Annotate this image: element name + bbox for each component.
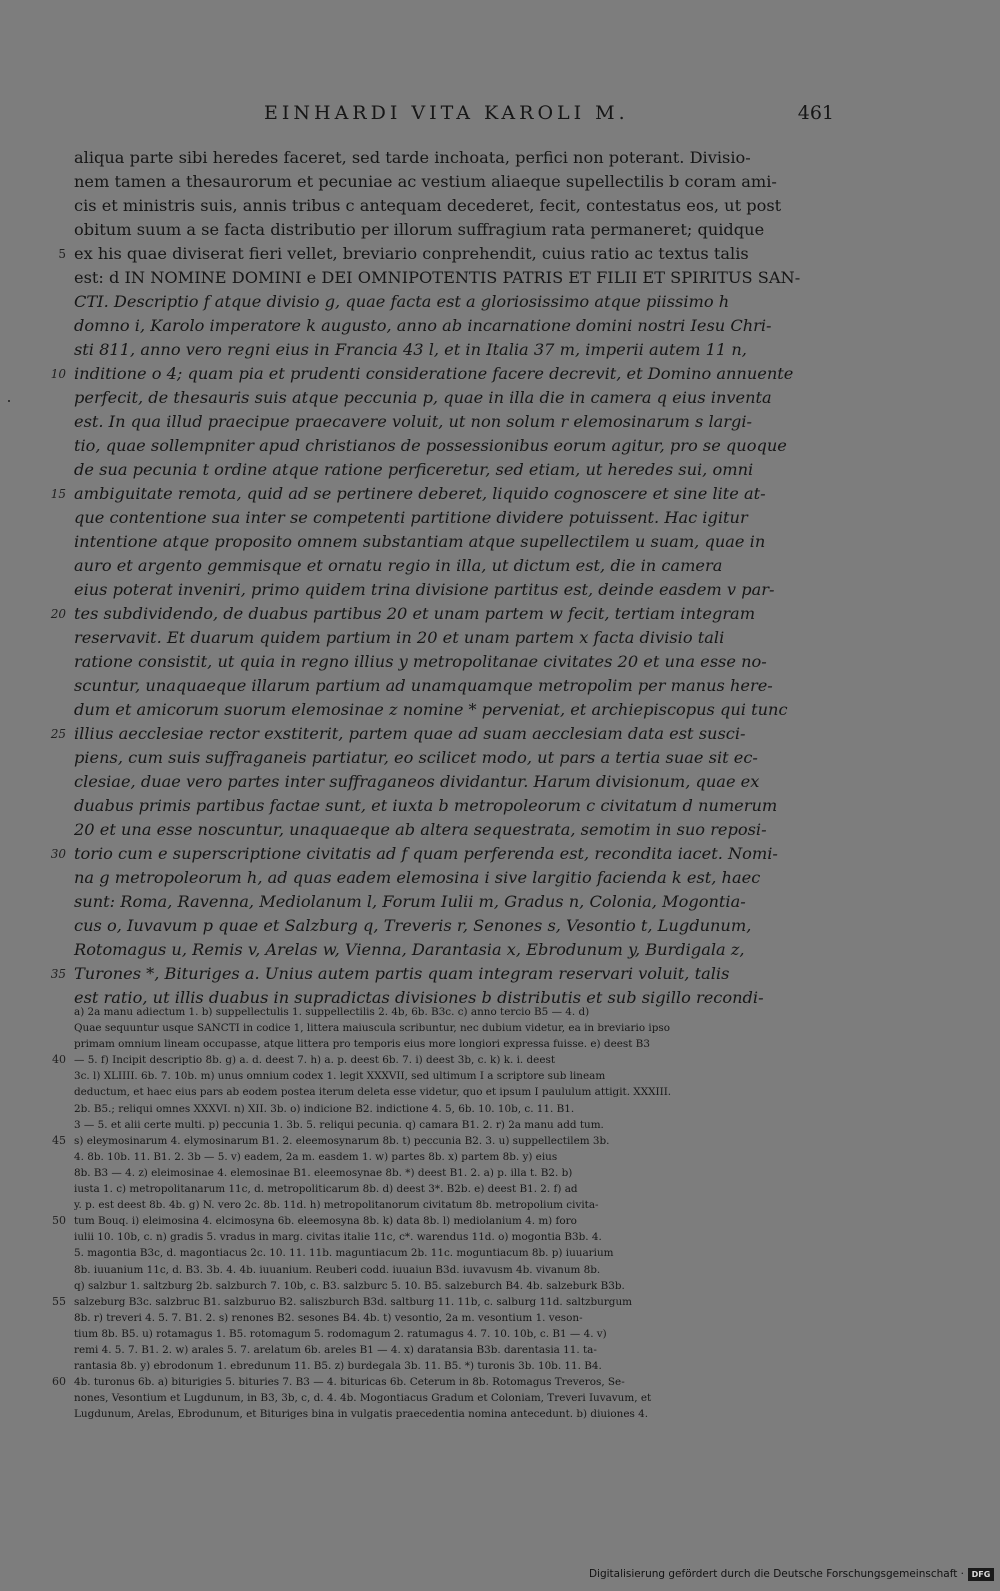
digitization-credit xyxy=(589,1564,994,1584)
line-text: auro et argento gemmisque et ornatu regio in illa, ut dictum est, die in camera xyxy=(74,556,723,575)
line-text: iusta 1. c) metropolitanarum 11c, d. metropoliticarum 8b. d) deest 3*. B2b. e) deest B1. 2. f) ad xyxy=(74,1183,578,1196)
line-text: Turones *, Bituriges a. Unius autem partis quam integram reservari voluit, talis xyxy=(74,964,730,983)
line-text: iulii 10. 10b, c. n) gradis 5. vradus in marg. civitas italie 11c, c*. warendus 11d. o) mogontia B3b. 4. xyxy=(74,1231,602,1244)
line-text: remi 4. 5. 7. B1. 2. w) arales 5. 7. arelatum 6b. areles B1 — 4. x) daratansia B3b. darentasia 11. ta- xyxy=(74,1343,597,1356)
line-text: tes subdividendo, de duabus partibus 20 et unam partem w fecit, tertiam integram xyxy=(74,604,756,623)
text-line xyxy=(74,386,839,410)
line-text: que contentione sua inter se competenti partitione dividere potuissent. Hac igitur xyxy=(74,508,748,527)
line-text: piens, cum suis suffraganeis partiatur, eo scilicet modo, ut pars a tertia suae sit ec- xyxy=(74,748,758,767)
margin-speck xyxy=(8,400,10,402)
line-number: 50 xyxy=(52,1214,66,1228)
line-text: tium 8b. B5. u) rotamagus 1. B5. rotomagum 5. rodomagum 2. ratumagus 4. 7. 10. 10b, c. B1 — 4. v) xyxy=(74,1327,607,1340)
line-text: cus o, Iuvavum p quae et Salzburg q, Treveris r, Senones s, Vesontio t, Lugdunum, xyxy=(74,916,752,935)
line-text: a) 2a manu adiectum 1. b) suppellectulis 1. suppellectilis 2. 4b, 6b. B3c. c) anno tercio B5 — 4. d) xyxy=(74,1006,590,1018)
page-number: 461 xyxy=(797,102,834,124)
text-line xyxy=(50,602,839,626)
footnote-line xyxy=(74,1390,839,1406)
line-number: 15 xyxy=(50,487,66,501)
line-text: rantasia 8b. y) ebrodonum 1. ebredunum 11. B5. z) burdegala 3b. 11. B5. *) turonis 3b. 10b. 11. B4. xyxy=(74,1360,602,1373)
text-line xyxy=(50,362,839,386)
line-text: est: d IN NOMINE DOMINI e DEI OMNIPOTENTIS PATRIS ET FILII ET SPIRITUS SAN- xyxy=(74,268,801,287)
line-text: ratione consistit, ut quia in regno illius y metropolitanae civitates 20 et una esse no- xyxy=(74,652,767,671)
text-line xyxy=(50,722,839,746)
line-text: sunt: Roma, Ravenna, Mediolanum l, Forum Iulii m, Gradus n, Colonia, Mogontia- xyxy=(74,892,746,911)
line-text: 8b. iuuanium 11c, d. B3. 3b. 4. 4b. iuuanium. Reuberi codd. iuuaiun B3d. iuvavusm 4b. vivanum 8b. xyxy=(74,1263,601,1276)
line-text: 20 et una esse noscuntur, unaquaeque ab altera sequestrata, semotim in suo reposi- xyxy=(74,820,767,839)
text-line xyxy=(74,938,839,962)
text-line xyxy=(50,482,839,506)
footnote-line xyxy=(74,1310,839,1326)
line-text: 5. magontia B3c, d. magontiacus 2c. 10. 11. 11b. maguntiacum 2b. 11c. moguntiacum 8b. p) iuuarium xyxy=(74,1247,614,1260)
line-text: y. p. est deest 8b. 4b. g) N. vero 2c. 8b. 11d. h) metropolitanorum civitatum 8b. metropolium civita- xyxy=(74,1199,599,1212)
text-line xyxy=(74,410,839,434)
text-line xyxy=(74,290,839,314)
line-text: dum et amicorum suorum elemosinae z nomine * perveniat, et archiepiscopus qui tunc xyxy=(74,700,788,719)
line-text: primam omnium lineam occupasse, atque littera pro temporis eius more longiori expressa fuisse. e) deest B3 xyxy=(74,1038,650,1051)
line-text: sti 811, anno vero regni eius in Francia 43 l, et in Italia 37 m, imperii autem 11 n, xyxy=(74,340,747,359)
line-text: salzeburg B3c. salzbruc B1. salzburuo B2. saliszburch B3d. saltburg 11. 11b, c. salburg 11d. saltzburgum xyxy=(74,1295,632,1308)
footnote-line xyxy=(74,1004,839,1020)
line-text: nem tamen a thesaurorum et pecuniae ac vestium aliaeque supellectilis b coram ami- xyxy=(74,172,777,191)
footnote-line xyxy=(74,1358,839,1374)
line-text: torio cum e superscriptione civitatis ad f quam perferenda est, recondita iacet. Nomi- xyxy=(74,844,778,863)
line-text: 8b. r) treveri 4. 5. 7. B1. 2. s) renones B2. sesones B4. 4b. t) vesontio, 2a m. vesontium 1. veson- xyxy=(74,1311,583,1324)
line-number: 20 xyxy=(50,607,66,621)
footnote-line xyxy=(74,1245,839,1261)
line-text: CTI. Descriptio f atque divisio g, quae facta est a gloriosissimo atque piissimo h xyxy=(74,292,730,311)
text-line xyxy=(74,146,839,170)
line-number: 45 xyxy=(52,1133,66,1147)
text-line xyxy=(74,530,839,554)
line-text: 2b. B5.; reliqui omnes XXXVI. n) XII. 3b. o) indicione B2. indictione 4. 5, 6b. 10. 10b, c. 11. B1. xyxy=(74,1102,575,1115)
dfg-logo: DFG xyxy=(968,1568,994,1581)
line-text: Rotomagus u, Remis v, Arelas w, Vienna, Darantasia x, Ebrodunum y, Burdigala z, xyxy=(74,940,745,959)
footnote-line xyxy=(74,1117,839,1133)
line-text: s) eleymosinarum 4. elymosinarum B1. 2. eleemosynarum 8b. t) peccunia B2. 3. u) suppellectilem 3b. xyxy=(74,1134,610,1147)
footnote-line xyxy=(74,1229,839,1245)
text-line xyxy=(74,218,839,242)
text-line xyxy=(74,506,839,530)
line-number: 10 xyxy=(50,367,66,381)
text-line xyxy=(74,338,839,362)
line-text: ambiguitate remota, quid ad se pertinere deberet, liquido cognoscere et sine lite at- xyxy=(74,484,766,503)
text-line xyxy=(50,842,839,866)
line-text: illius aecclesiae rector exstiterit, partem quae ad suam aecclesiam data est susci- xyxy=(74,724,746,743)
text-line xyxy=(74,746,839,770)
line-text: est ratio, ut illis duabus in supradictas divisiones b distributis et sub sigillo recondi- xyxy=(74,988,764,1007)
footnote-line xyxy=(74,1197,839,1213)
text-line xyxy=(74,794,839,818)
line-number: 25 xyxy=(50,727,66,741)
text-line xyxy=(74,554,839,578)
line-text: cis et ministris suis, annis tribus c antequam decederet, fecit, contestatus eos, ut post xyxy=(74,196,782,215)
text-line xyxy=(74,578,839,602)
text-line xyxy=(74,266,839,290)
line-text: tum Bouq. i) eleimosina 4. elcimosyna 6b. eleemosyna 8b. k) data 8b. l) mediolanium 4. m) foro xyxy=(74,1215,577,1228)
text-line xyxy=(74,818,839,842)
footnote-line xyxy=(52,1374,839,1390)
text-line xyxy=(74,458,839,482)
line-text: Lugdunum, Arelas, Ebrodunum, et Bituriges bina in vulgatis praecedentia nomina antecedunt. b) diuiones 4. xyxy=(74,1408,649,1421)
line-text: q) salzbur 1. saltzburg 2b. salzburch 7. 10b, c. B3. salzburc 5. 10. B5. salzeburch B4. 4b. salzeburk B3b. xyxy=(74,1279,625,1292)
line-text: duabus primis partibus factae sunt, et iuxta b metropoleorum c civitatum d numerum xyxy=(74,796,778,815)
line-text: 4. 8b. 10b. 11. B1. 2. 3b — 5. v) eadem, 2a m. easdem 1. w) partes 8b. x) partem 8b. y) eius xyxy=(74,1150,558,1163)
text-line xyxy=(50,962,839,986)
footnotes xyxy=(52,1004,839,1422)
line-text: Quae sequuntur usque SANCTI in codice 1, littera maiuscula scribuntur, nec dubium videtur, ea in breviario ipso xyxy=(74,1022,670,1035)
text-line xyxy=(58,242,839,266)
footnote-line xyxy=(74,1149,839,1165)
footnote-line xyxy=(74,1342,839,1358)
text-line xyxy=(74,674,839,698)
running-title: EINHARDI VITA KAROLI M. xyxy=(264,102,629,124)
line-text: 3 — 5. et alii certe multi. p) peccunia 1. 3b. 5. reliqui pecunia. q) camara B1. 2. r) 2a manu add tum. xyxy=(74,1118,604,1131)
line-text: domno i, Karolo imperatore k augusto, anno ab incarnatione domini nostri Iesu Chri- xyxy=(74,316,772,335)
text-line xyxy=(74,770,839,794)
footnote-line xyxy=(74,1278,839,1294)
footnote-line xyxy=(74,1165,839,1181)
line-text: reservavit. Et duarum quidem partium in 20 et unam partem x facta divisio tali xyxy=(74,628,725,647)
text-line xyxy=(74,314,839,338)
line-number: 30 xyxy=(50,847,66,861)
line-number: 35 xyxy=(50,967,66,981)
line-text: clesiae, duae vero partes inter suffraganeos dividantur. Harum divisionum, quae ex xyxy=(74,772,760,791)
text-line xyxy=(74,626,839,650)
line-text: de sua pecunia t ordine atque ratione perficeretur, sed etiam, ut heredes sui, omni xyxy=(74,460,754,479)
footnote-line xyxy=(52,1052,839,1068)
line-number: 60 xyxy=(52,1375,66,1389)
running-header xyxy=(74,102,834,132)
footnote-line xyxy=(74,1181,839,1197)
line-text: aliqua parte sibi heredes faceret, sed tarde inchoata, perfici non poterant. Divisio- xyxy=(74,148,751,167)
line-text: scuntur, unaquaeque illarum partium ad unamquamque metropolim per manus here- xyxy=(74,676,773,695)
text-line xyxy=(74,698,839,722)
text-line xyxy=(74,890,839,914)
line-text: — 5. f) Incipit descriptio 8b. g) a. d. deest 7. h) a. p. deest 6b. 7. i) deest 3b, c. k) k. i. deest xyxy=(74,1054,555,1067)
line-text: na g metropoleorum h, ad quas eadem elemosina i sive largitio facienda k est, haec xyxy=(74,868,761,887)
footnote-line xyxy=(74,1020,839,1036)
line-number: 5 xyxy=(58,247,66,261)
line-text: deductum, et haec eius pars ab eodem postea iterum deleta esse videtur, quo et ipsum I paululum attigit. XXXIII. xyxy=(74,1086,672,1099)
line-text: eius poterat inveniri, primo quidem trina divisione partitus est, deinde easdem v par- xyxy=(74,580,775,599)
footnote-line xyxy=(74,1406,839,1422)
footnote-line xyxy=(52,1213,839,1229)
line-text: tio, quae sollempniter apud christianos de possessionibus eorum agitur, pro se quoque xyxy=(74,436,787,455)
line-text: perfecit, de thesauris suis atque peccunia p, quae in illa die in camera q eius inventa xyxy=(74,388,772,407)
text-line xyxy=(74,170,839,194)
line-text: 4b. turonus 6b. a) biturigies 5. bituries 7. B3 — 4. bituricas 6b. Ceterum in 8b. Rotomagus Treveros, Se- xyxy=(74,1376,625,1389)
text-line xyxy=(74,914,839,938)
line-number: 40 xyxy=(52,1053,66,1067)
line-text: obitum suum a se facta distributio per illorum suffragium rata permaneret; quidque xyxy=(74,220,765,239)
footnote-line xyxy=(74,1326,839,1342)
footnote-line xyxy=(52,1294,839,1310)
line-text: est. In qua illud praecipue praecavere voluit, ut non solum r elemosinarum s largi- xyxy=(74,412,753,431)
credit-text: Digitalisierung gefördert durch die Deutsche Forschungsgemeinschaft · xyxy=(588,1568,964,1580)
line-text: inditione o 4; quam pia et prudenti consideratione facere decrevit, et Domino annuente xyxy=(74,364,794,383)
line-text: ex his quae diviserat fieri vellet, breviario conprehendit, cuius ratio ac textus talis xyxy=(74,244,749,263)
text-line xyxy=(74,650,839,674)
line-text: 8b. B3 — 4. z) eleimosinae 4. elemosinae B1. eleemosynae 8b. *) deest B1. 2. a) p. illa t. B2. b) xyxy=(74,1166,573,1179)
text-line xyxy=(74,866,839,890)
footnote-line xyxy=(74,1036,839,1052)
footnote-line xyxy=(74,1262,839,1278)
line-text: intentione atque proposito omnem substantiam atque supellectilem u suam, quae in xyxy=(74,532,766,551)
footnote-line xyxy=(74,1068,839,1084)
line-text: nones, Vesontium et Lugdunum, in B3, 3b, c, d. 4. 4b. Mogontiacus Gradum et Coloniam, Treveri Iuvavum, et xyxy=(74,1392,652,1405)
footnote-line xyxy=(74,1084,839,1100)
main-text xyxy=(50,146,839,1010)
text-line xyxy=(74,434,839,458)
footnote-line xyxy=(74,1101,839,1117)
footnote-line xyxy=(52,1133,839,1149)
line-number: 55 xyxy=(52,1294,66,1308)
line-text: 3c. l) XLIIII. 6b. 7. 10b. m) unus omnium codex 1. legit XXXVII, sed ultimum I a scriptore sub lineam xyxy=(74,1070,606,1083)
text-line xyxy=(74,194,839,218)
